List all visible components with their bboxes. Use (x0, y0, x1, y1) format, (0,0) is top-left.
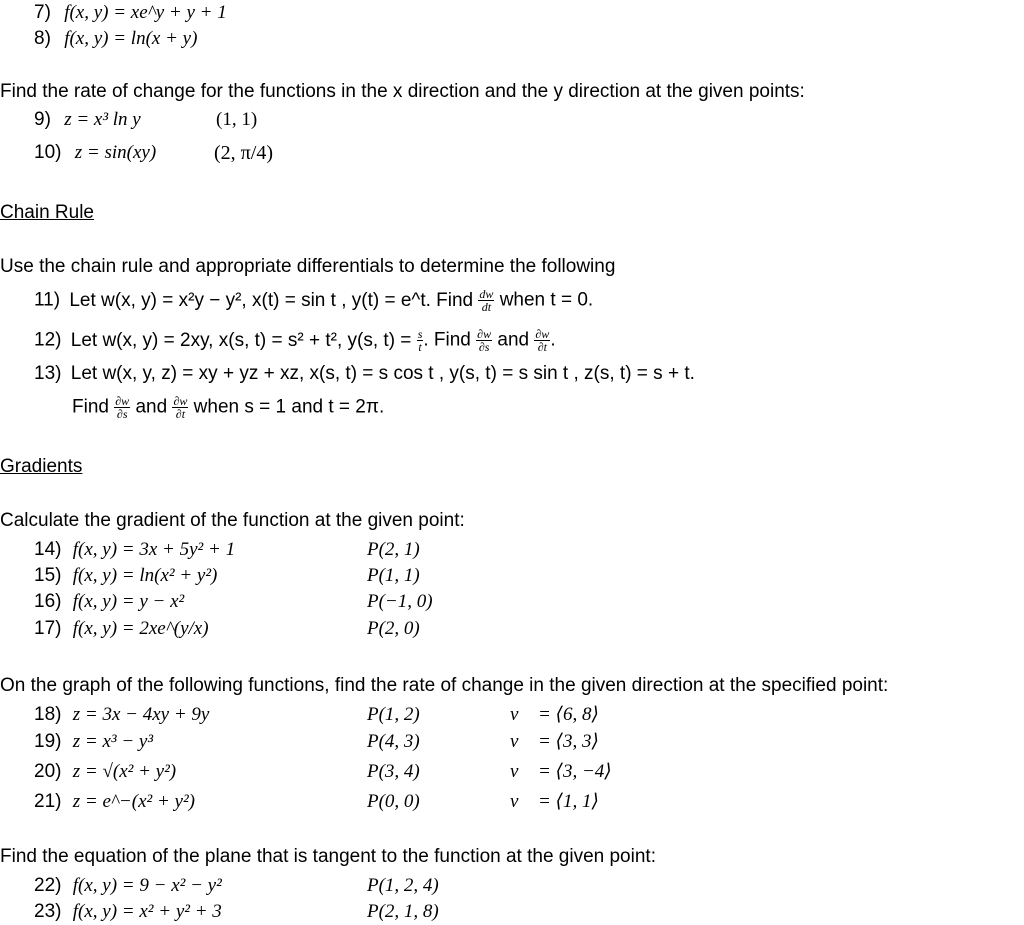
problem-17 (34, 617, 209, 641)
direction-vector: v⃗ = ⟨6, 8⟩ (510, 704, 599, 725)
problem-text: . Find (423, 329, 471, 351)
expression: z = 3x − 4xy + 9y (72, 704, 210, 725)
expression: f(x, y) = 9 − x² − y² (72, 875, 222, 896)
problem-7 (34, 1, 227, 25)
problem-20 (34, 760, 176, 784)
problem-number: 15) (34, 565, 62, 586)
numerator: ∂w (535, 327, 550, 341)
point: P(3, 4) (367, 761, 420, 782)
denominator: t (418, 340, 422, 354)
problem-10 (34, 141, 156, 165)
problem-number: 23) (34, 901, 62, 922)
point: P(1, 1) (367, 565, 420, 586)
expression: z = x³ − y³ (72, 731, 154, 752)
numerator: s (417, 327, 423, 341)
derivative-fraction (172, 395, 188, 420)
problem-number: 7) (34, 2, 51, 23)
point: P(−1, 0) (367, 591, 433, 612)
point: P(4, 3) (367, 731, 420, 752)
denominator: ∂s (116, 407, 128, 421)
gradients-heading: Gradients (0, 456, 83, 477)
problem-text: when s = 1 and t = 2π. (193, 396, 385, 418)
problem-number: 16) (34, 591, 62, 612)
denominator: ∂t (537, 340, 547, 354)
numerator: ∂w (115, 394, 130, 408)
chain-instruction: Use the chain rule and appropriate differentials to determine the following (0, 256, 616, 277)
expression: z = √(x² + y²) (72, 761, 177, 782)
directional-instruction: On the graph of the following functions, find the rate of change in the given direction at the specified point: (0, 675, 889, 696)
problem-13 (34, 362, 695, 386)
numerator: ∂w (477, 327, 492, 341)
derivative-fraction (476, 328, 492, 353)
problem-14 (34, 538, 235, 562)
problem-number: 17) (34, 618, 62, 639)
problem-15 (34, 564, 217, 588)
problem-13-continued (72, 395, 384, 420)
problem-number: 12) (34, 329, 62, 351)
point: P(0, 0) (367, 791, 420, 812)
expression: f(x, y) = ln(x + y) (64, 28, 198, 49)
point: (2, π/4) (214, 142, 273, 164)
problem-number: 13) (34, 363, 62, 384)
problem-number: 8) (34, 28, 51, 49)
expression: f(x, y) = 2xe^(y/x) (72, 618, 209, 639)
point: P(2, 1, 8) (367, 901, 439, 922)
point: P(1, 2, 4) (367, 875, 439, 896)
direction-vector: v⃗ = ⟨3, 3⟩ (510, 731, 599, 752)
problem-8 (34, 27, 197, 51)
problem-21 (34, 790, 195, 814)
problem-text: Find (72, 396, 109, 418)
denominator: ∂s (478, 340, 490, 354)
expression: f(x, y) = xe^y + y + 1 (64, 2, 227, 23)
tangent-instruction: Find the equation of the plane that is tangent to the function at the given point: (0, 846, 656, 867)
problem-number: 11) (34, 289, 61, 311)
expression: z = sin(xy) (74, 142, 157, 163)
point: P(2, 1) (367, 539, 420, 560)
problem-text: and (497, 329, 530, 351)
problem-number: 18) (34, 704, 62, 725)
expression: f(x, y) = x² + y² + 3 (72, 901, 222, 922)
problem-number: 19) (34, 731, 62, 752)
problem-number: 10) (34, 142, 62, 163)
derivative-fraction (534, 328, 550, 353)
problem-16 (34, 590, 184, 614)
problem-text: . (550, 329, 556, 351)
problem-number: 14) (34, 539, 62, 560)
problem-22 (34, 874, 222, 898)
problem-text: when t = 0. (499, 289, 594, 311)
rate-instruction: Find the rate of change for the functions in the x direction and the y direction at the given points: (0, 81, 805, 102)
numerator: dw (479, 287, 494, 301)
denominator: ∂t (175, 407, 186, 421)
problem-text: and (135, 396, 168, 418)
problem-number: 20) (34, 761, 62, 782)
chain-rule-heading: Chain Rule (0, 202, 94, 223)
point: P(1, 2) (367, 704, 420, 725)
problem-23 (34, 900, 222, 924)
direction-vector: v⃗ = ⟨3, −4⟩ (510, 761, 612, 782)
problem-number: 21) (34, 791, 62, 812)
expression: f(x, y) = ln(x² + y²) (72, 565, 218, 586)
denominator: dt (481, 300, 492, 314)
expression: f(x, y) = 3x + 5y² + 1 (72, 539, 236, 560)
problem-number: 22) (34, 875, 62, 896)
problem-text: Let w(x, y, z) = xy + yz + xz, x(s, t) = s cos t , y(s, t) = s sin t , z(s, t) = s + t. (70, 363, 695, 384)
numerator: ∂w (173, 394, 188, 408)
problem-18 (34, 703, 209, 727)
problem-9 (34, 108, 141, 132)
direction-vector: v⃗ = ⟨1, 1⟩ (510, 791, 599, 812)
problem-19 (34, 730, 153, 754)
derivative-fraction (114, 395, 130, 420)
problem-12 (34, 328, 556, 353)
point: P(2, 0) (367, 618, 420, 639)
problem-text: Let w(x, y) = 2xy, x(s, t) = s² + t², y(s, t) = (70, 329, 417, 351)
expression: f(x, y) = y − x² (72, 591, 185, 612)
problem-11 (34, 288, 593, 313)
gradients-instruction: Calculate the gradient of the function at the given point: (0, 510, 465, 531)
derivative-fraction (478, 288, 494, 313)
problem-number: 9) (34, 109, 51, 130)
expression: z = x³ ln y (64, 109, 141, 130)
expression: z = e^−(x² + y²) (72, 791, 195, 812)
problem-text: Let w(x, y) = x²y − y², x(t) = sin t , y(t) = e^t. Find (69, 289, 474, 311)
point: (1, 1) (216, 109, 258, 130)
